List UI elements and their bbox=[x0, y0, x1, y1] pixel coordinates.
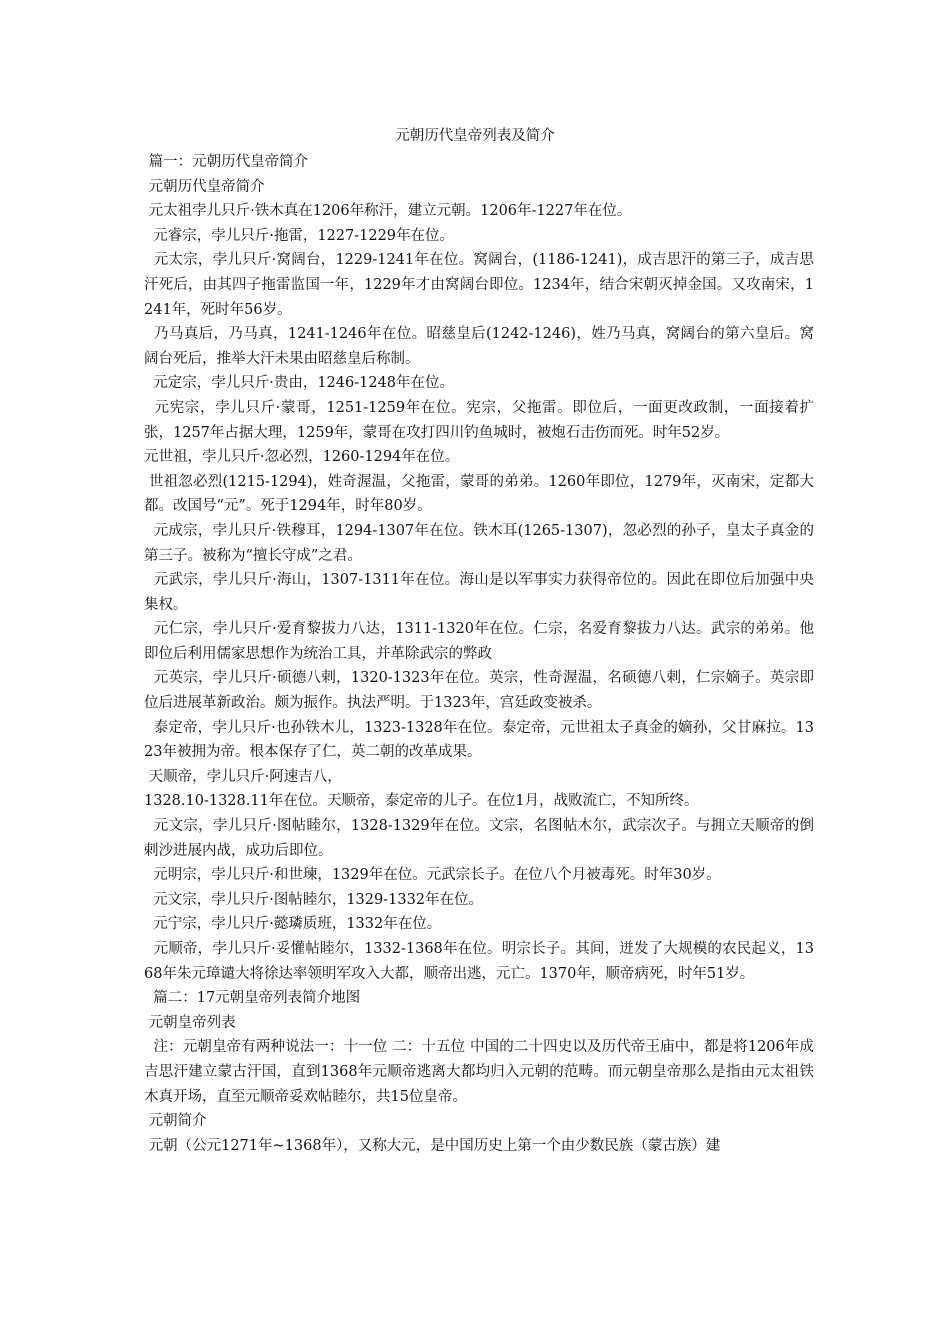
body-paragraph: 1328.10-1328.11年在位。天顺帝，泰定帝的儿子。在位1月，战败流亡，不知所终。 bbox=[144, 793, 699, 810]
body-paragraph: 元顺帝，孛儿只斤·妥懽帖睦尔，1332-1368年在位。明宗长子。其间，迸发了大规模的农民起义，1368年朱元璋谴大将徐达率领明军攻入大都，顺帝出逃，元亡。1370年，顺帝病死，时年51岁。 bbox=[144, 941, 815, 982]
body-paragraph: 元朝（公元1271年~1368年），又称大元，是中国历史上第一个由少数民族（蒙古族）建 bbox=[144, 1137, 721, 1154]
body-paragraph: 泰定帝，孛儿只斤·也孙铁木儿，1323-1328年在位。泰定帝，元世祖太子真金的嫡孙，父甘麻拉。1323年被拥为帝。根本保存了仁，英二朝的改革成果。 bbox=[144, 719, 815, 761]
body-paragraph: 元文宗，孛儿只斤·图帖睦尔，1328-1329年在位。文宗，名图帖木尔，武宗次子。与拥立天顺帝的倒剌沙进展内战，成功后即位。 bbox=[144, 818, 815, 859]
body-paragraph: 元朝历代皇帝简介 bbox=[144, 178, 265, 195]
body-paragraph: 元太宗，孛儿只斤·窝阔台，1229-1241年在位。窝阔台，(1186-1241)，成吉思汗的第三子，成吉思汗死后，由其四子拖雷监国一年，1229年才由窝阔台即位。1234年，结合宋朝灭掉金国。又攻南宋，1241年，死时年56岁。 bbox=[144, 252, 814, 318]
body-paragraph: 乃马真后，乃马真，1241-1246年在位。昭慈皇后(1242-1246)，姓乃马真，窝阔台的第六皇后。窝阔台死后，推举大汗未果由昭慈皇后称制。 bbox=[144, 326, 815, 367]
body-paragraph: 元明宗，孛儿只斤·和世瑓，1329年在位。元武宗长子。在位八个月被毒死。时年30岁。 bbox=[144, 867, 721, 884]
body-paragraph: 篇一：元朝历代皇帝简介 bbox=[144, 154, 309, 170]
body-paragraph: 元英宗，孛儿只斤·硕德八剌，1320-1323年在位。英宗，性奇渥温，名硕德八剌，仁宗嫡子。英宗即位后进展革新政治。颇为振作。执法严明。于1323年，宫廷政变被杀。 bbox=[144, 670, 815, 712]
body-paragraph: 元世祖，孛儿只斤·忽必烈，1260-1294年在位。 bbox=[144, 449, 460, 466]
body-paragraph: 篇二：17元朝皇帝列表简介地图 bbox=[144, 990, 361, 1007]
body-paragraph: 元睿宗，孛儿只斤·拖雷，1227-1229年在位。 bbox=[144, 227, 455, 244]
body-paragraph: 元成宗，孛儿只斤·铁穆耳，1294-1307年在位。铁木耳(1265-1307)，忽必烈的孙子，皇太子真金的第三子。被称为“擅长守成”之君。 bbox=[144, 522, 814, 564]
body-paragraph: 元仁宗，孛儿只斤·爱育黎拔力八达，1311-1320年在位。仁宗，名爱育黎拔力八达。武宗的弟弟。他即位后利用儒家思想作为统治工具，并革除武宗的弊政 bbox=[144, 621, 815, 662]
body-paragraph: 元朝简介 bbox=[144, 1113, 207, 1130]
body-paragraph: 元文宗，孛儿只斤·图帖睦尔，1329-1332年在位。 bbox=[144, 891, 484, 908]
body-paragraph: 世祖忽必烈(1215-1294)，姓奇渥温，父拖雷，蒙哥的弟弟。1260年即位，1279年，灭南宋，定都大都。改国号“元”。死于1294年，时年80岁。 bbox=[144, 473, 814, 515]
body-paragraph: 天顺帝，孛儿只斤·阿速吉八， bbox=[144, 768, 342, 785]
body-paragraph: 元宪宗，孛儿只斤·蒙哥，1251-1259年在位。宪宗，父拖雷。即位后，一面更改政制，一面接着扩张，1257年占据大理，1259年，蒙哥在攻打四川钓鱼城时，被炮石击伤而死。时年52岁。 bbox=[144, 399, 815, 441]
document-title: 元朝历代皇帝列表及简介 bbox=[395, 128, 555, 144]
document-body bbox=[144, 150, 814, 1158]
body-paragraph: 元定宗，孛儿只斤·贵由，1246-1248年在位。 bbox=[144, 375, 455, 392]
body-paragraph: 注：元朝皇帝有两种说法一：十一位 二：十五位 中国的二十四史以及历代帝王庙中，都是将1206年成吉思汗建立蒙古汗国，直到1368年元顺帝逃离大都均归入元朝的范畴。而元朝皇帝那么是指由元太祖铁木真开场，直至元顺帝妥欢帖睦尔，共15位皇帝。 bbox=[144, 1039, 814, 1105]
body-paragraph: 元朝皇帝列表 bbox=[144, 1014, 236, 1031]
body-paragraph: 元武宗，孛儿只斤·海山，1307-1311年在位。海山是以军事实力获得帝位的。因此在即位后加强中央集权。 bbox=[144, 572, 815, 613]
body-paragraph: 元太祖孛儿只斤·铁木真在1206年称汗，建立元朝。1206年-1227年在位。 bbox=[144, 203, 632, 220]
body-paragraph: 元宁宗，孛儿只斤·懿璘质班，1332年在位。 bbox=[144, 916, 442, 933]
